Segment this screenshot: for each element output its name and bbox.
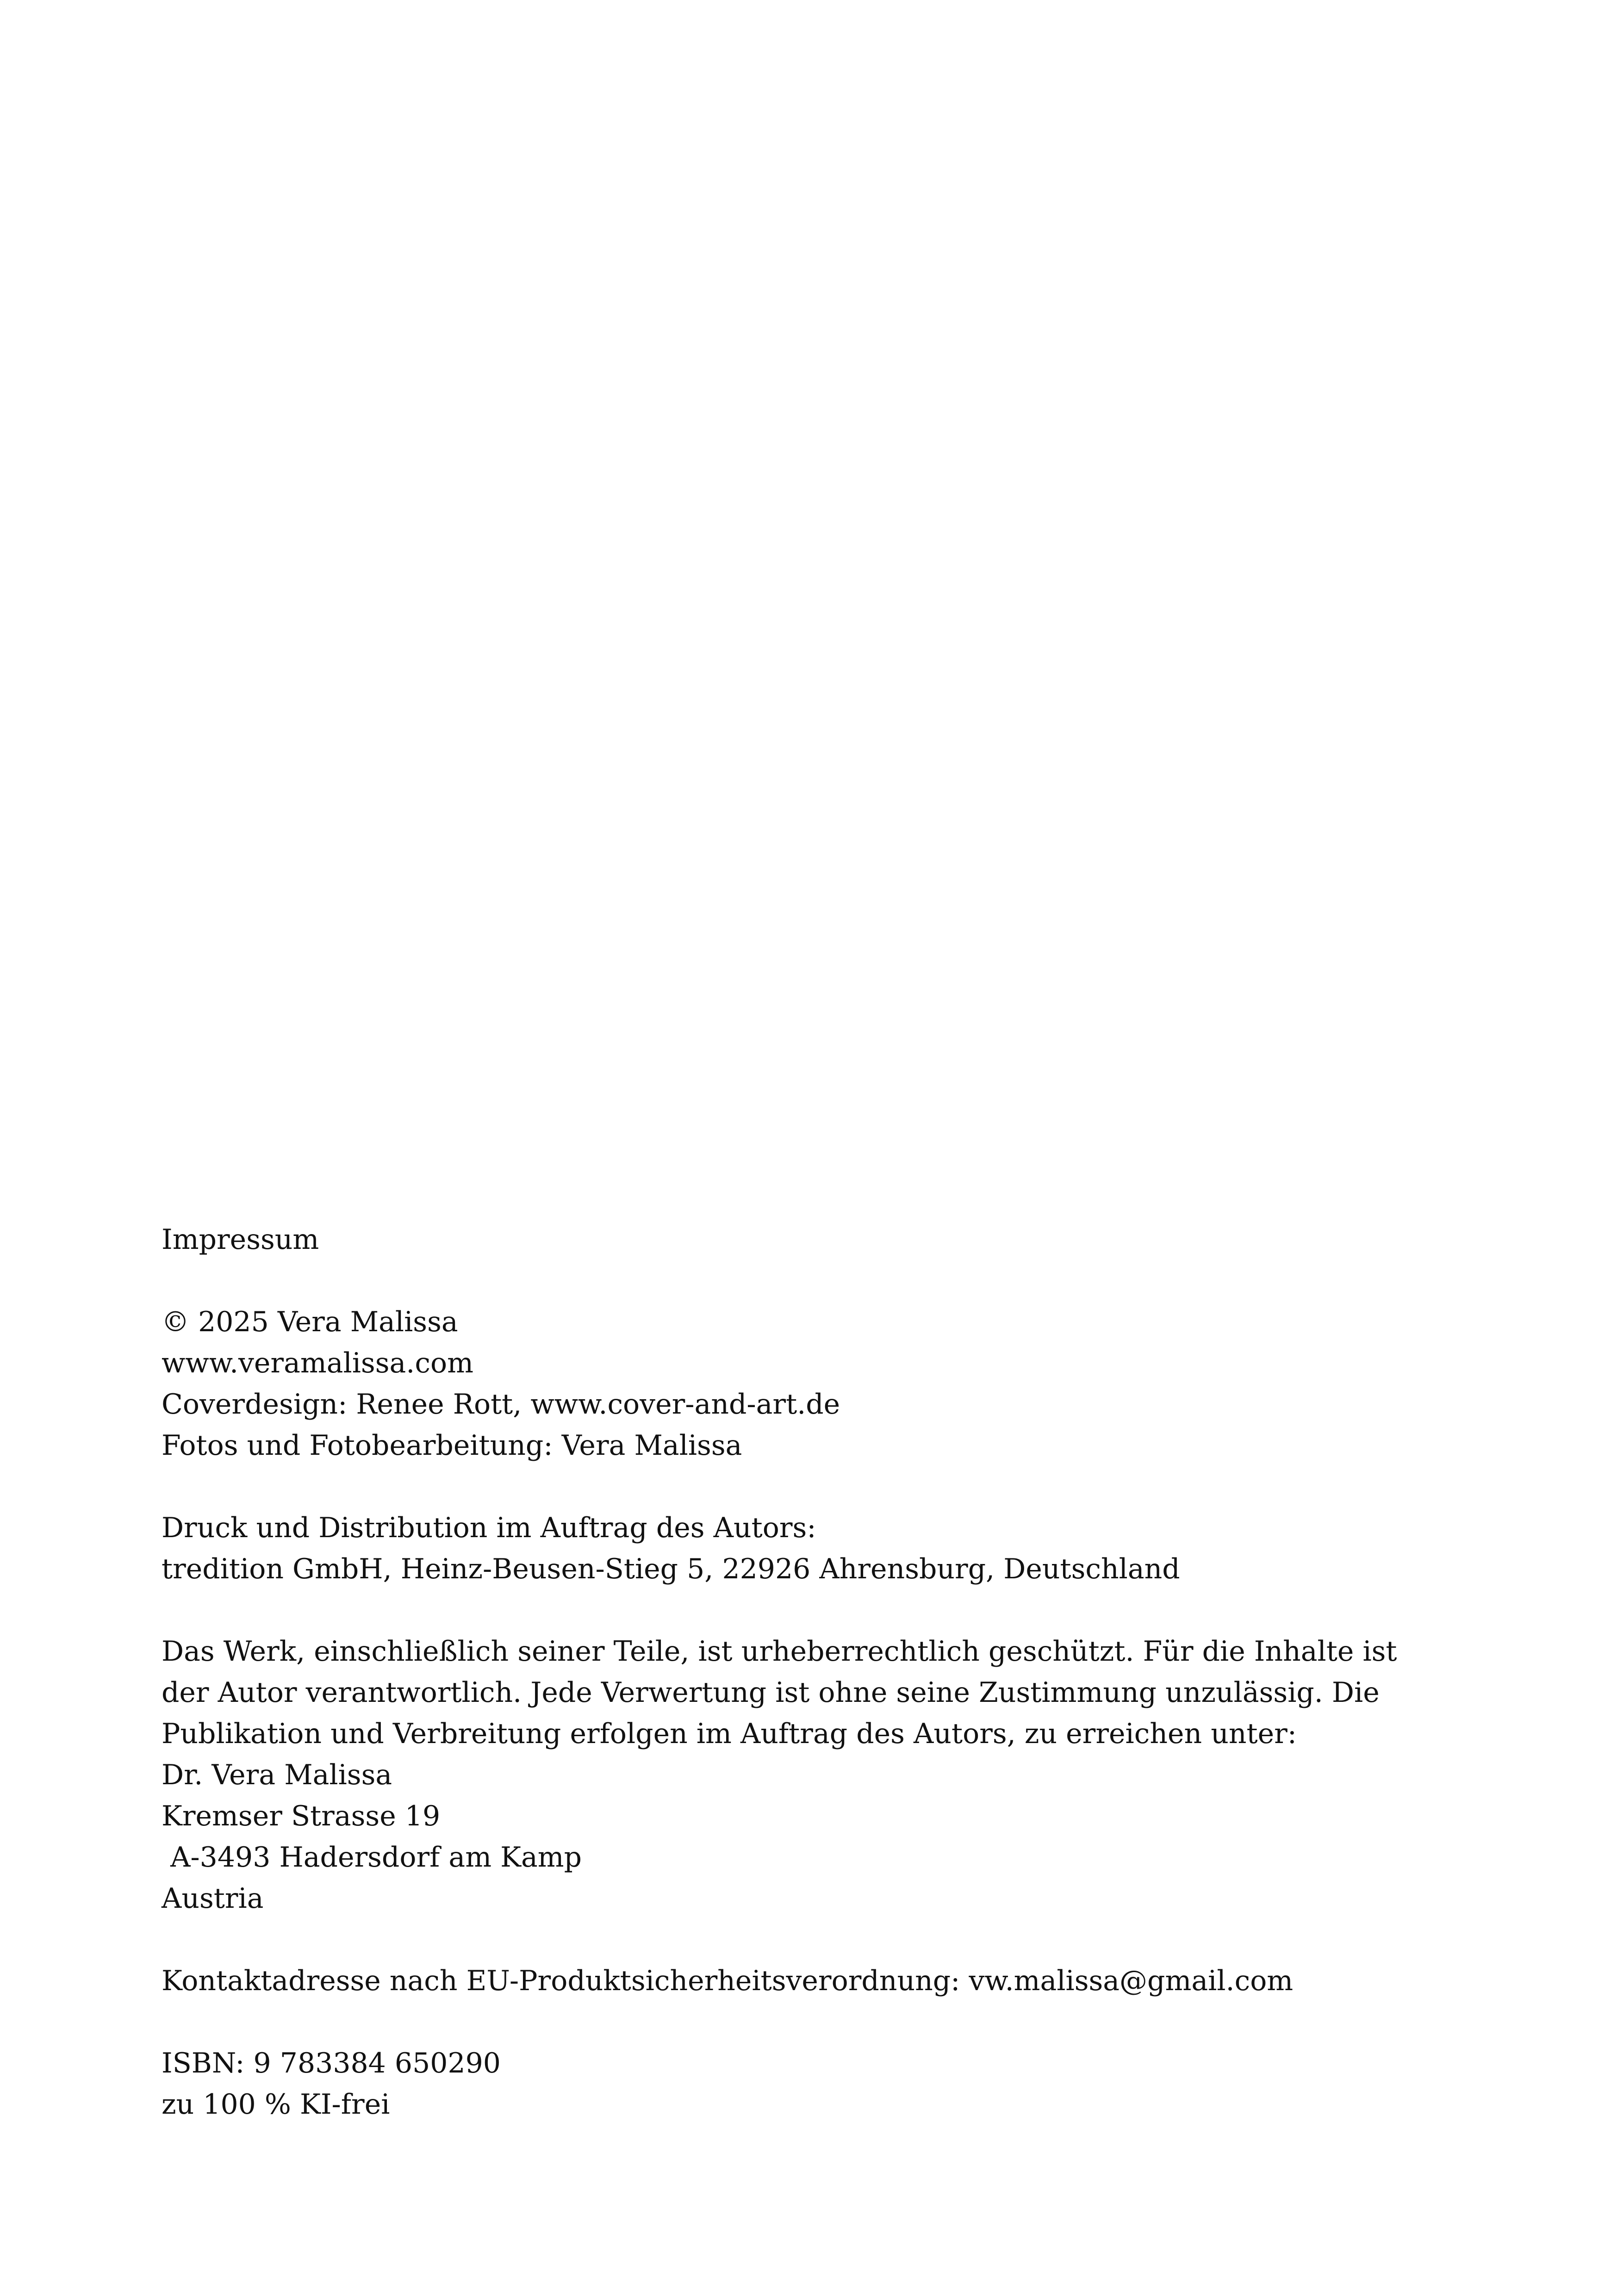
printing-company: tredition GmbH, Heinz-Beusen-Stieg 5, 22926 Ahrensburg, Deutschland — [162, 1553, 1180, 1585]
address-street: Kremser Strasse 19 — [162, 1800, 441, 1832]
printing-label: Druck und Distribution im Auftrag des Autors: — [162, 1512, 816, 1544]
address-city: A-3493 Hadersdorf am Kamp — [162, 1841, 582, 1874]
imprint-block — [162, 1219, 1504, 2125]
contact-line: Kontaktadresse nach EU-Produktsicherheitsverordnung: vw.malissa@gmail.com — [162, 1965, 1294, 1997]
spacer — [162, 1260, 1504, 1302]
imprint-heading: Impressum — [162, 1223, 319, 1256]
isbn-line: ISBN: 9 783384 650290 — [162, 2047, 501, 2079]
author-website: www.veramalissa.com — [162, 1347, 473, 1379]
legal-line: Das Werk, einschließlich seiner Teile, ist urheberrechtlich geschützt. Für die Inhalte ist — [162, 1635, 1397, 1668]
spacer — [162, 1919, 1504, 1961]
address-country: Austria — [162, 1882, 264, 1915]
spacer — [162, 2002, 1504, 2043]
address-name: Dr. Vera Malissa — [162, 1759, 392, 1791]
ai-free-note: zu 100 % KI-frei — [162, 2088, 390, 2121]
cover-credit: Coverdesign: Renee Rott, www.cover-and-art.de — [162, 1388, 840, 1421]
legal-line: der Autor verantwortlich. Jede Verwertung ist ohne seine Zustimmung unzulässig. Die — [162, 1676, 1380, 1709]
spacer — [162, 1590, 1504, 1631]
photo-credit: Fotos und Fotobearbeitung: Vera Malissa — [162, 1429, 742, 1462]
spacer — [162, 1466, 1504, 1508]
copyright-notice: © 2025 Vera Malissa — [162, 1306, 458, 1338]
legal-line: Publikation und Verbreitung erfolgen im Auftrag des Autors, zu erreichen unter: — [162, 1718, 1297, 1750]
